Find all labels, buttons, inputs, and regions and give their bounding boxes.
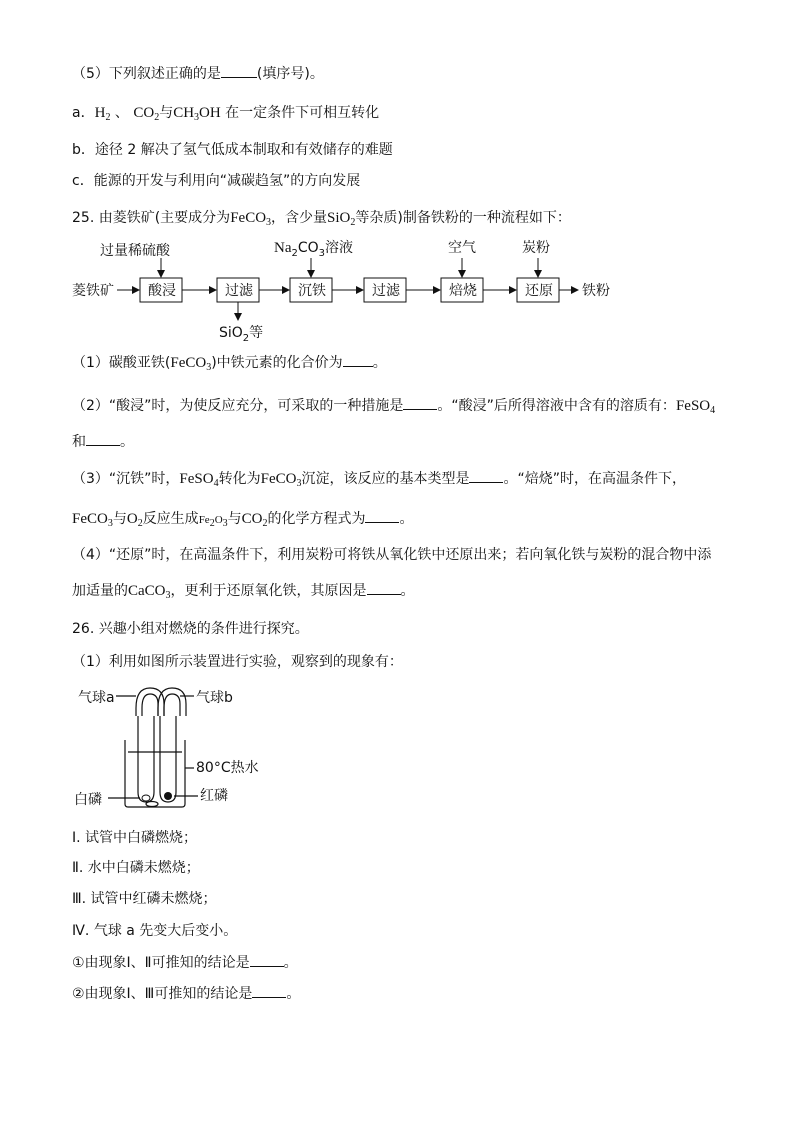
q25-part3-text-4: 。“焙烧”时，在高温条件下， (503, 471, 686, 487)
conjunction: 与 (112, 511, 127, 527)
q25-intro (72, 208, 571, 228)
red-phosphorus (164, 792, 172, 800)
q25-part3-text-3: 沉淀，该反应的基本类型是 (301, 471, 470, 487)
reagent-carbon: 炭粉 (522, 240, 550, 256)
reagent-na2co3: $Na_2CO_3$溶液 (274, 240, 354, 259)
process-flow-diagram (60, 232, 660, 344)
conjunction: 与 (159, 105, 174, 121)
answer-blank[interactable] (252, 985, 286, 998)
option-a-label: a． (72, 105, 95, 121)
q25-part4-line1: （4）“还原”时，在高温条件下，利用炭粉可将铁从氧化铁中还原出来；若向氧化铁与炭粉的混合物中添 (72, 547, 712, 563)
punctuation: 。 (399, 511, 414, 527)
formula-feco3: FeCO$_3$ (72, 511, 113, 529)
label-balloon-b: 气球b (196, 690, 233, 706)
white-phosphorus-in-tube (142, 795, 150, 801)
q25-part3-line1 (72, 469, 686, 489)
label-red-phosphorus: 红磷 (200, 788, 228, 804)
separator: 、 (114, 105, 129, 121)
formula-o2: $O_2$ (126, 511, 143, 529)
reagent-acid: 过量稀硫酸 (100, 243, 170, 259)
formula-fe2o3: $Fe_2O_3$ (198, 514, 228, 529)
answer-blank[interactable] (469, 470, 503, 483)
label-hot-water: 80°C热水 (196, 760, 259, 776)
formula-sio2: SiO$_2$ (327, 210, 356, 228)
q25-part3-line2 (72, 509, 413, 530)
answer-blank[interactable] (403, 397, 437, 410)
formula-co2: $CO_2$ (241, 511, 268, 529)
conclusion-1-text: ①由现象Ⅰ、Ⅱ可推知的结论是 (72, 955, 250, 971)
q26-part1: （1）利用如图所示装置进行实验，观察到的现象有： (72, 654, 403, 670)
label-white-phosphorus: 白磷 (74, 792, 102, 808)
q25-part2-line2 (72, 432, 134, 452)
observation-4: Ⅳ. 气球 a 先变大后变小。 (72, 923, 238, 939)
formula-feco3: FeCO$_3$ (230, 210, 272, 228)
reagent-air: 空气 (448, 240, 476, 256)
byproduct-sio2: SiO$_2$等 (219, 325, 264, 344)
q25-part1-text-2: )中铁元素的化合价为 (211, 355, 343, 371)
q24-5-stem-tail: (填序号)。 (256, 66, 324, 82)
q24-5-stem (72, 64, 324, 84)
answer-blank[interactable] (221, 65, 257, 78)
flow-end: 铁粉 (582, 283, 610, 299)
conjunction: 与 (227, 511, 242, 527)
formula-caco3: CaCO$_3$ (128, 583, 171, 601)
observation-2: Ⅱ. 水中白磷未燃烧； (72, 860, 200, 876)
q26-title: 26. 兴趣小组对燃烧的条件进行探究。 (72, 621, 309, 637)
formula-ch3oh: $CH_3OH$ (173, 105, 221, 123)
observation-3: Ⅲ. 试管中红磷未燃烧； (72, 891, 217, 907)
label-balloon-a: 气球a (78, 690, 115, 706)
option-a-text: 在一定条件下可相互转化 (225, 105, 380, 121)
flow-box-label-4: 过滤 (372, 283, 400, 299)
q25-intro-text-3: 等杂质)制备铁粉的一种流程如下： (355, 210, 571, 226)
answer-blank[interactable] (367, 582, 401, 595)
test-tube-b (160, 716, 176, 802)
q26-conclusion-2 (72, 984, 300, 1004)
q26-conclusion-1 (72, 953, 298, 973)
flow-box-label-3: 沉铁 (298, 283, 326, 299)
q25-part4-text-2: ，更利于还原氧化铁，其原因是 (170, 583, 367, 599)
q25-part2-text-2: 。“酸浸”后所得溶液中含有的溶质有： (437, 398, 676, 414)
observation-1: Ⅰ. 试管中白磷燃烧； (72, 830, 198, 846)
q25-part4-line2 (72, 581, 415, 601)
q25-part3-text-5: 反应生成 (142, 511, 199, 527)
flow-box-label-1: 酸浸 (148, 283, 176, 299)
q25-part1 (72, 353, 387, 373)
q24-5-stem-text: （5）下列叙述正确的是 (72, 66, 221, 82)
q24-5-option-b: b．途径 2 解决了氢气低成本制取和有效储存的难题 (72, 142, 393, 158)
flow-box-label-2: 过滤 (225, 283, 253, 299)
q25-part1-text: （1）碳酸亚铁( (72, 355, 171, 371)
formula-h2: $H_2$ (94, 105, 111, 123)
flow-box-label-5: 焙烧 (449, 283, 477, 299)
answer-blank[interactable] (365, 510, 399, 523)
conjunction: 和 (72, 434, 86, 450)
q25-intro-text-2: ，含少量 (271, 210, 328, 226)
combustion-apparatus-figure (70, 680, 280, 812)
q25-part2-line1 (72, 396, 715, 416)
punctuation: 。 (286, 986, 301, 1002)
formula-feco3: FeCO$_3$ (170, 355, 212, 373)
q25-part3-text-6: 的化学方程式为 (267, 511, 366, 527)
q25-part4-text: 加适量的 (72, 583, 128, 599)
formula-co2: $CO_2$ (133, 105, 160, 123)
answer-blank[interactable] (86, 433, 120, 446)
q25-part2-text: （2）“酸浸”时，为使反应充分，可采取的一种措施是 (72, 398, 404, 414)
formula-feso4: FeSO$_4$ (179, 471, 219, 489)
answer-blank[interactable] (250, 954, 284, 967)
flow-box-label-6: 还原 (525, 283, 553, 299)
formula-feso4: FeSO$_4$ (675, 398, 716, 416)
punctuation: 。 (120, 434, 134, 450)
balloon-a (136, 688, 164, 716)
white-phosphorus-in-water (146, 802, 158, 807)
q24-5-option-c: c．能源的开发与利用向“减碳趋氢”的方向发展 (72, 173, 361, 189)
balloon-b (158, 688, 186, 716)
q25-intro-text: 25. 由菱铁矿(主要成分为 (72, 210, 231, 226)
punctuation: 。 (283, 955, 298, 971)
q25-part3-text-2: 转化为 (218, 471, 261, 487)
answer-blank[interactable] (343, 354, 373, 367)
conclusion-2-text: ②由现象Ⅰ、Ⅲ可推知的结论是 (72, 986, 253, 1002)
punctuation: 。 (372, 355, 387, 371)
q25-part3-text: （3）“沉铁”时， (72, 471, 180, 487)
punctuation: 。 (400, 583, 415, 599)
formula-feco3: FeCO$_3$ (260, 471, 302, 489)
flow-start: 菱铁矿 (72, 283, 114, 299)
test-tube-a (138, 716, 154, 802)
q24-5-option-a (72, 103, 379, 123)
